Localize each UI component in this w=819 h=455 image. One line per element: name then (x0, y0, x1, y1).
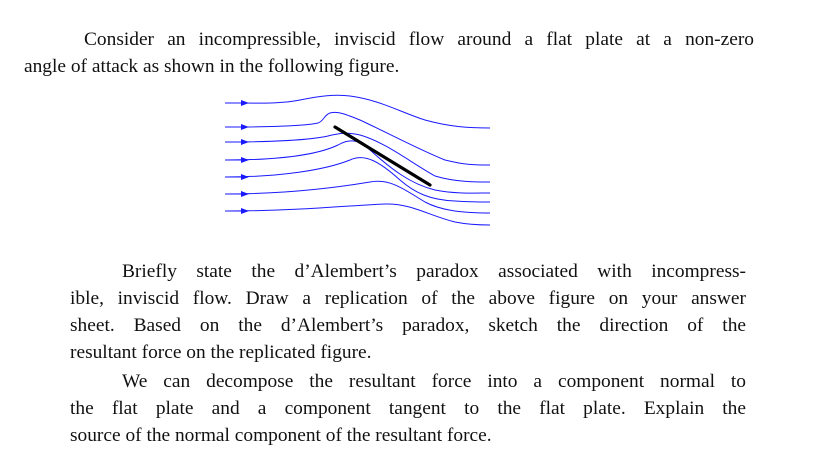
streamline (225, 204, 490, 225)
streamlines (225, 95, 490, 225)
streamline (225, 112, 490, 165)
flat-plate-flow-figure (220, 90, 495, 230)
normal-force-line-3: source of the normal component of the resultant force. (70, 425, 492, 446)
intro-paragraph (24, 26, 754, 80)
intro-line-2: angle of attack as shown in the following figure. (24, 56, 400, 77)
flat-plate (335, 127, 430, 185)
paradox-line-1: Briefly state the d’Alembert’s paradox associated with incompress- (122, 261, 746, 282)
paradox-line-3: sheet. Based on the d’Alembert’s paradox, sketch the direction of the (70, 315, 746, 336)
streamline (225, 181, 490, 213)
normal-force-line-1: We can decompose the resultant force into a component normal to (122, 371, 746, 392)
inflow-arrows (226, 103, 248, 211)
intro-line-1: Consider an incompressible, inviscid flow around a flat plate at a non-zero (84, 29, 754, 50)
normal-force-question-paragraph (70, 368, 746, 449)
normal-force-line-2: the flat plate and a component tangent to the flat plate. Explain the (70, 398, 746, 419)
paradox-line-4: resultant force on the replicated figure. (70, 342, 372, 363)
paradox-question-paragraph (70, 258, 746, 366)
streamline (225, 95, 490, 128)
streamline (225, 141, 490, 193)
paradox-line-2: ible, inviscid flow. Draw a replication of the above figure on your answer (70, 288, 746, 309)
